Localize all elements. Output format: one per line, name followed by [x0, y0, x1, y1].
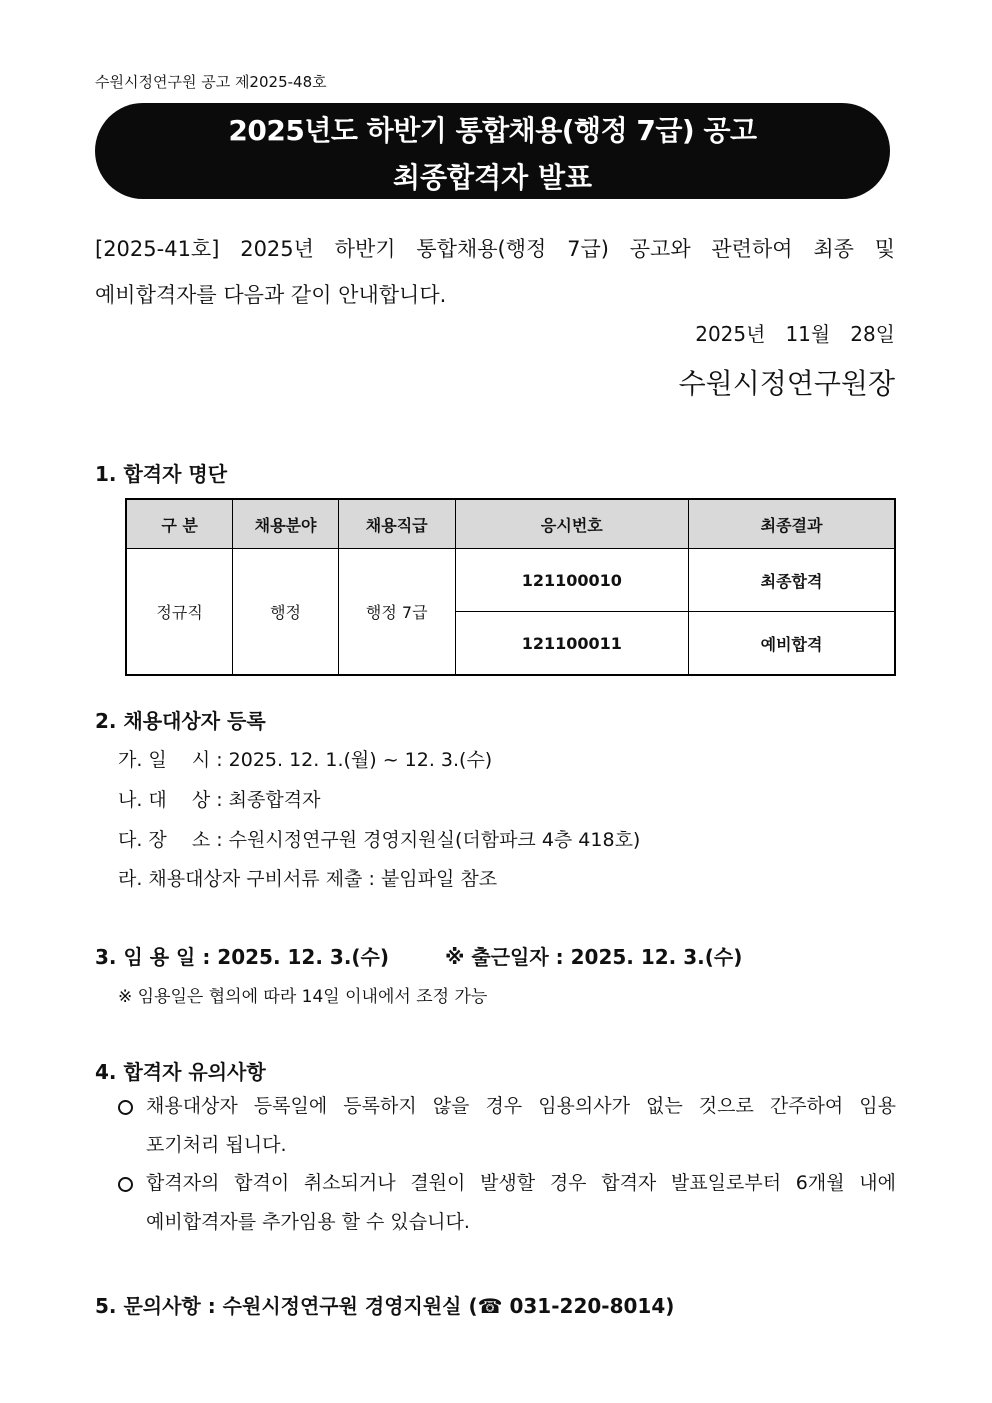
column-header: 구 분 [126, 499, 233, 549]
section-1-heading: 1. 합격자 명단 [95, 462, 228, 486]
registration-item: 나. 대 상 : 최종합격자 [118, 789, 321, 811]
title-banner [95, 103, 890, 199]
column-header: 최종결과 [689, 499, 895, 549]
result-cell: 최종합격 [689, 549, 895, 612]
exam-number-cell: 121100011 [455, 612, 689, 676]
section-4-heading: 4. 합격자 유의사항 [95, 1060, 266, 1084]
section-3-heading: 3. 임 용 일 : 2025. 12. 3.(수) [95, 945, 390, 969]
section-2-heading: 2. 채용대상자 등록 [95, 709, 266, 733]
contact-text: 5. 문의사항 : 수원시정연구원 경영지원실 ( [95, 1294, 478, 1318]
notice-item-line: 합격자의 합격이 취소되거나 결원이 발생할 경우 합격자 발표일로부터 6개월 내에 [146, 1172, 896, 1194]
title-line-1: 2025년도 하반기 통합채용(행정 7급) 공고 [228, 114, 757, 147]
table-header-row [126, 499, 895, 549]
notice-item [146, 1164, 896, 1242]
notice-item-line: 예비합격자를 추가임용 할 수 있습니다. [146, 1211, 470, 1233]
intro-line-1: [2025-41호] 2025년 하반기 통합채용(행정 7급) 공고와 관련하여 최종 및 [95, 237, 895, 261]
start-date: ※ 출근일자 : 2025. 12. 3.(수) [445, 945, 743, 969]
table-row [126, 549, 895, 612]
notice-item-line: 채용대상자 등록일에 등록하지 않을 경우 임용의사가 없는 것으로 간주하여 임용 [146, 1095, 896, 1117]
result-table [125, 498, 896, 676]
notice-item [146, 1087, 896, 1165]
registration-item: 다. 장 소 : 수원시정연구원 경영지원실(더함파크 4층 418호) [118, 829, 641, 851]
field-cell: 행정 [233, 549, 339, 676]
column-header: 응시번호 [455, 499, 689, 549]
intro-paragraph [95, 226, 895, 318]
signer: 수원시정연구원장 [678, 367, 895, 400]
phone-icon: ☎ [477, 1294, 503, 1318]
section-5-heading [95, 1290, 674, 1319]
registration-item: 가. 일 시 : 2025. 12. 1.(월) ~ 12. 3.(수) [118, 749, 493, 771]
result-cell: 예비합격 [689, 612, 895, 676]
category-cell: 정규직 [126, 549, 233, 676]
column-header: 채용분야 [233, 499, 339, 549]
registration-item: 라. 채용대상자 구비서류 제출 : 붙임파일 참조 [118, 868, 498, 890]
title-line-2: 최종합격자 발표 [392, 161, 593, 194]
notice-number: 수원시정연구원 공고 제2025-48호 [95, 73, 327, 91]
circle-bullet-icon [118, 1177, 133, 1192]
intro-line-2: 예비합격자를 다음과 같이 안내합니다. [95, 283, 447, 307]
column-header: 채용직급 [338, 499, 455, 549]
circle-bullet-icon [118, 1100, 133, 1115]
phone-number: 031-220-8014) [502, 1294, 675, 1318]
exam-number-cell: 121100010 [455, 549, 689, 612]
grade-cell: 행정 7급 [338, 549, 455, 676]
notice-item-line: 포기처리 됩니다. [146, 1134, 287, 1156]
appointment-note: ※ 임용일은 협의에 따라 14일 이내에서 조정 가능 [118, 987, 488, 1007]
announcement-date: 2025년 11월 28일 [695, 322, 895, 346]
